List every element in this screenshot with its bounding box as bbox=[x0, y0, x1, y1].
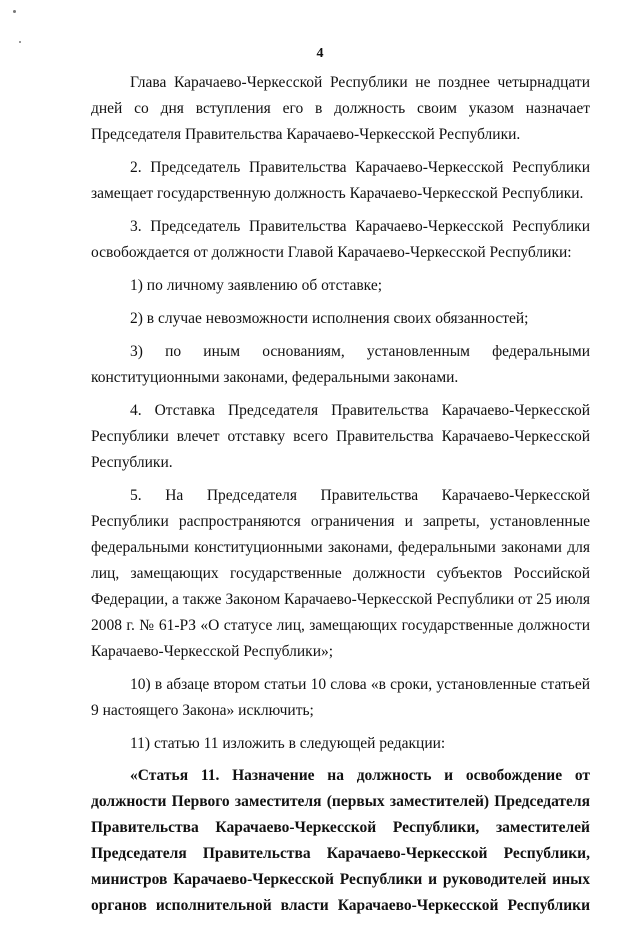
paragraph-subitem-2: 2) в случае невозможности исполнения своих обязанностей; bbox=[130, 310, 529, 327]
document-body bbox=[91, 70, 590, 945]
paragraph-subitem-3: 3) по иным основаниям, установленным федеральными конституционными законами, федеральными законами. bbox=[91, 343, 590, 386]
paragraph-item-5: 5. На Председателя Правительства Карачаево-Черкесской Республики распространяются ограничения и запреты, установленные федеральными конституционными законами, федеральными законами для лиц, замещающих государственные должности субъектов Российской Федерации, а также Законом Карачаево-Черкесской Республики от 25 июля 2008 г. № 61-РЗ «О статусе лиц, замещающих государственные должности Карачаево-Черкесской Республики»; bbox=[91, 487, 590, 660]
paragraph-appointment: Глава Карачаево-Черкесской Республики не позднее четырнадцати дней со дня вступления его в должность своим указом назначает Председателя Правительства Карачаево-Черкесской Республики. bbox=[91, 74, 590, 143]
paragraph-subitem-1: 1) по личному заявлению об отставке; bbox=[130, 277, 383, 294]
paragraph-item-2: 2. Председатель Правительства Карачаево-Черкесской Республики замещает государственную должность Карачаево-Черкесской Республики. bbox=[91, 159, 590, 202]
page-number: 4 bbox=[316, 46, 324, 61]
scan-speck bbox=[19, 41, 21, 43]
paragraph-amendment-11: 11) статью 11 изложить в следующей редакции: bbox=[130, 735, 446, 752]
paragraph-amendment-10: 10) в абзаце втором статьи 10 слова «в сроки, установленные статьей 9 настоящего Закона» исключить; bbox=[91, 676, 590, 719]
article-11-heading: «Статья 11. Назначение на должность и освобождение от должности Первого заместителя (первых заместителей) Председателя Правительства Карачаево-Черкесской Республики, заместителей Председателя Правительства Карачаево-Черкесской Республики, министров Карачаево-Черкесской Республики и руководителей иных органов исполнительной власти Карачаево-Черкесской Республики bbox=[91, 767, 590, 914]
paragraph-item-4: 4. Отставка Председателя Правительства Карачаево-Черкесской Республики влечет отставку всего Правительства Карачаево-Черкесской Республики. bbox=[91, 402, 590, 471]
paragraph-item-3: 3. Председатель Правительства Карачаево-Черкесской Республики освобождается от должности Главой Карачаево-Черкесской Республики: bbox=[91, 218, 590, 261]
scan-speck bbox=[13, 10, 16, 13]
